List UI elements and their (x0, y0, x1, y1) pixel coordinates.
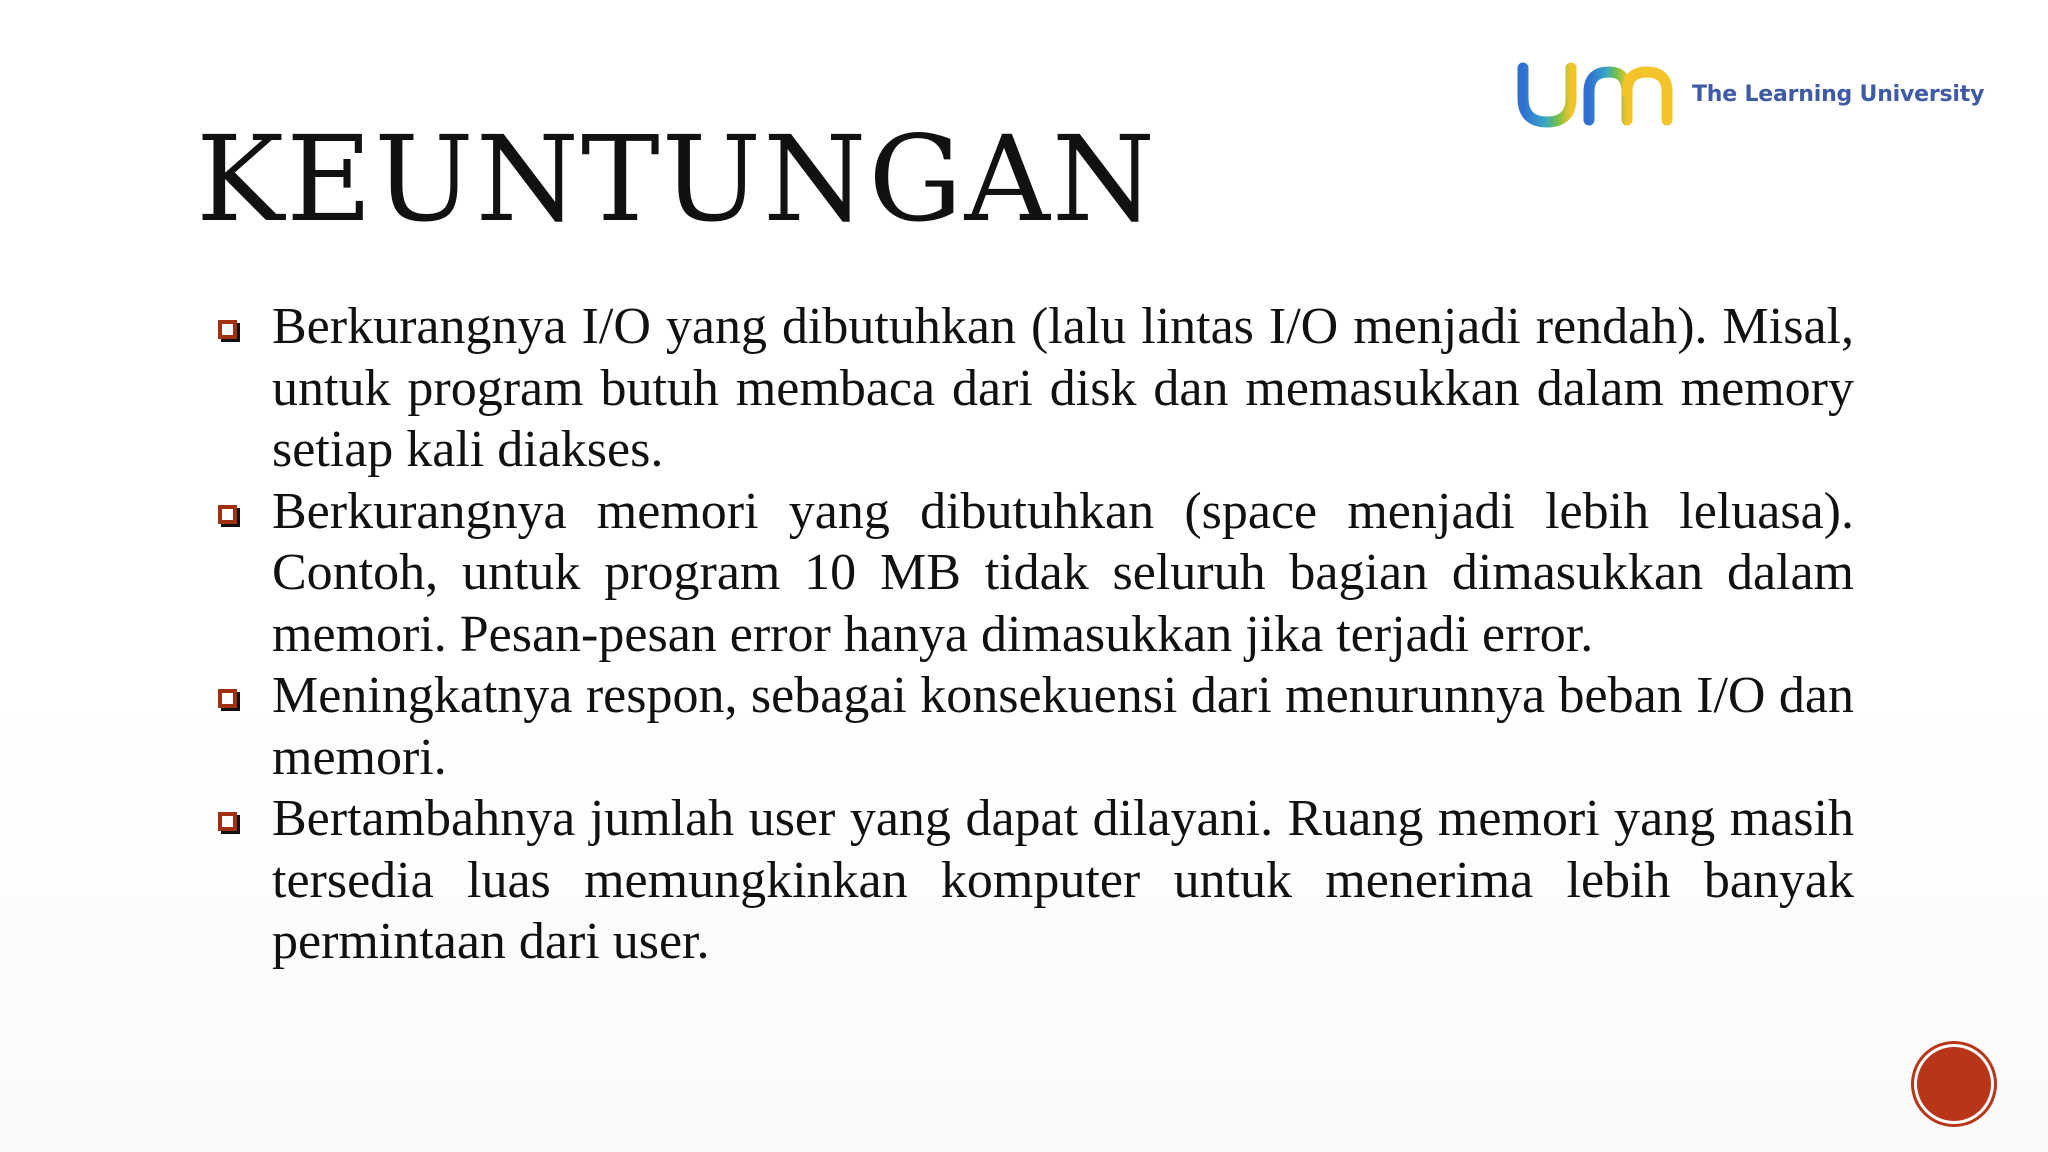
bullet-item (214, 788, 1854, 973)
bullet-item (214, 296, 1854, 481)
bullet-list (214, 296, 1854, 973)
slide-nav-circle-icon[interactable] (1917, 1047, 1991, 1121)
university-logo (1515, 58, 1984, 130)
slide-title: KEUNTUNGAN (196, 110, 1158, 248)
bullet-text: Bertambahnya jumlah user yang dapat dilayani. Ruang memori yang masih tersedia luas memungkinkan komputer untuk menerima lebih banyak permintaan dari user. (272, 790, 1854, 970)
logo-tagline: The Learning University (1692, 81, 1985, 107)
square-bullet-icon (218, 320, 237, 339)
bullet-text: Berkurangnya I/O yang dibutuhkan (lalu lintas I/O menjadi rendah). Misal, untuk program butuh membaca dari disk dan memasukkan dalam memory setiap kali diakses. (272, 298, 1854, 478)
slide-content (214, 296, 1854, 973)
bullet-item (214, 481, 1854, 666)
bullet-item (214, 665, 1854, 788)
square-bullet-icon (218, 689, 237, 708)
bullet-text: Meningkatnya respon, sebagai konsekuensi dari menurunnya beban I/O dan memori. (272, 667, 1854, 786)
square-bullet-icon (218, 505, 237, 524)
bullet-text: Berkurangnya memori yang dibutuhkan (space menjadi lebih leluasa). Contoh, untuk program 10 MB tidak seluruh bagian dimasukkan dalam memori. Pesan-pesan error hanya dimasukkan jika terjadi error. (272, 482, 1854, 663)
square-bullet-icon (218, 812, 237, 831)
um-logo-icon (1515, 58, 1680, 130)
